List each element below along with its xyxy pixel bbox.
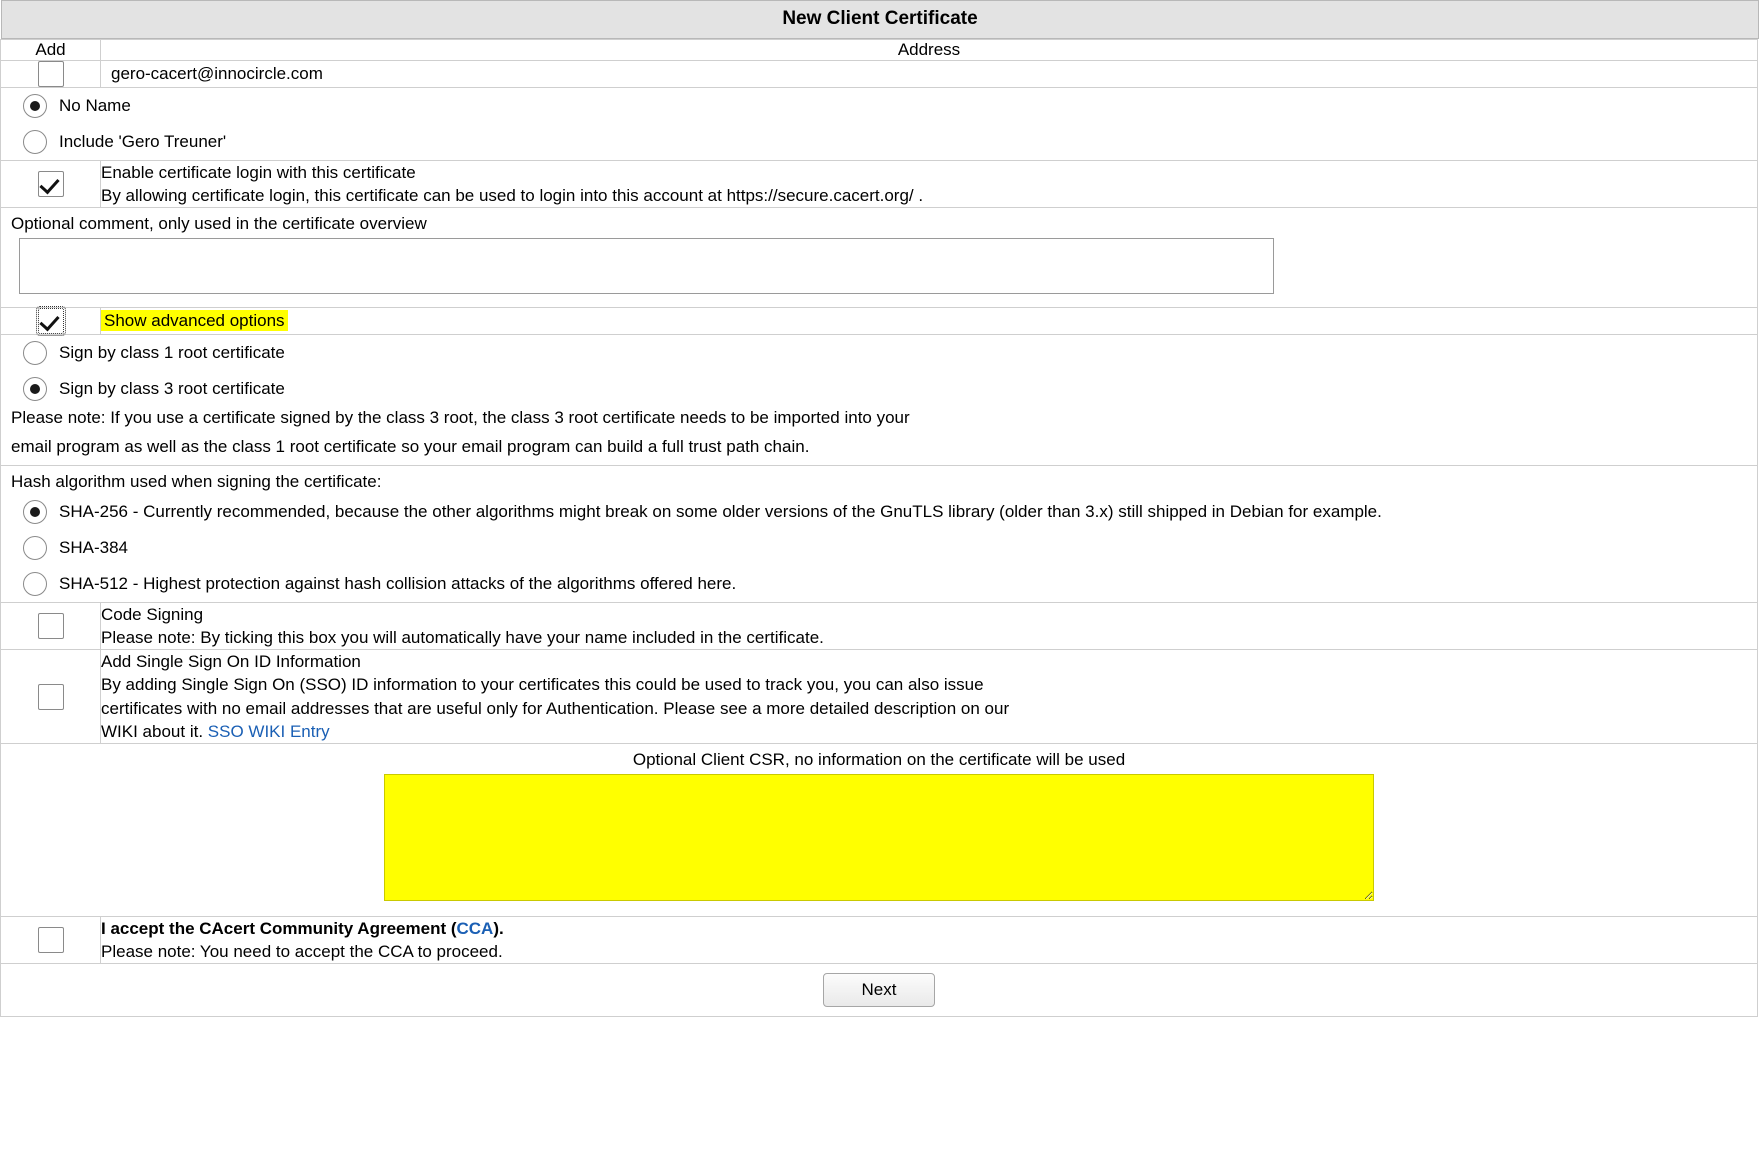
cert-login-row [1, 161, 1758, 208]
name-option-label: Include 'Gero Treuner' [59, 132, 227, 151]
show-advanced-checkbox[interactable] [38, 308, 64, 334]
comment-row [1, 208, 1758, 308]
address-value-cell [101, 61, 1758, 88]
footer-cell [1, 963, 1758, 1016]
sso-description-tail: WIKI about it. [101, 721, 204, 741]
column-header-add: Add [1, 40, 101, 61]
root-note-line-1: Please note: If you use a certificate signed by the class 3 root, the class 3 root certificate needs to be imported into your [11, 408, 910, 428]
sso-label: Add Single Sign On ID Information [101, 652, 361, 672]
column-header-address: Address [101, 40, 1758, 61]
hash-option-label: SHA-256 - Currently recommended, because the other algorithms might break on some older versions of the GnuTLS library (older than 3.x) still shipped in Debian for example. [59, 502, 1382, 522]
radio-sha512[interactable] [23, 572, 47, 596]
cca-link[interactable]: CCA [456, 918, 494, 938]
root-option-label: Sign by class 3 root certificate [59, 379, 285, 399]
comment-input[interactable] [19, 238, 1274, 294]
sso-description-line-1: By adding Single Sign On (SSO) ID information to your certificates this could be used to track you, you can also issue [101, 675, 984, 695]
hash-option-sha256[interactable] [1, 494, 1757, 530]
radio-class3-root[interactable] [23, 377, 47, 401]
advanced-check-cell [1, 308, 101, 335]
name-option-include-name[interactable] [1, 124, 1757, 160]
csr-cell [1, 743, 1758, 916]
code-signing-checkbox[interactable] [38, 613, 64, 639]
radio-no-name[interactable] [23, 94, 47, 118]
sso-checkbox[interactable] [38, 684, 64, 710]
hash-algorithm-cell [1, 466, 1758, 603]
cca-accept-checkbox[interactable] [38, 927, 64, 953]
cca-row [1, 916, 1758, 963]
radio-class1-root[interactable] [23, 341, 47, 365]
code-signing-label: Code Signing [101, 605, 204, 625]
root-note-line-2: email program as well as the class 1 root certificate so your email program can build a full trust path chain. [11, 437, 810, 457]
next-button-wrap [1, 964, 1757, 1016]
csr-row [1, 743, 1758, 916]
table-row [1, 61, 1758, 88]
radio-sha256[interactable] [23, 500, 47, 524]
page-title: New Client Certificate [1, 0, 1759, 39]
csr-input-wrap [1, 774, 1757, 916]
sso-description-line-2: certificates with no email addresses that are useful only for Authentication. Please see a more detailed description on our [101, 698, 1010, 718]
hash-algorithm-label: Hash algorithm used when signing the certificate: [11, 472, 382, 492]
name-option-label: No Name [59, 96, 131, 115]
root-options-cell [1, 335, 1758, 466]
root-option-label: Sign by class 1 root certificate [59, 343, 285, 363]
code-signing-row [1, 603, 1758, 650]
code-signing-description: Please note: By ticking this box you will automatically have your name included in the certificate. [101, 628, 824, 648]
code-signing-check-cell [1, 603, 101, 650]
advanced-options-row [1, 308, 1758, 335]
advanced-label-cell [101, 308, 1758, 335]
hash-option-label: SHA-384 [59, 538, 128, 558]
hash-option-sha384[interactable] [1, 530, 1757, 566]
sso-text-cell [101, 650, 1758, 743]
root-option-class1[interactable] [1, 335, 1757, 371]
root-option-class3[interactable] [1, 371, 1757, 407]
sso-row [1, 650, 1758, 743]
name-options-row [1, 88, 1758, 161]
sso-wiki-link[interactable]: SSO WIKI Entry [207, 721, 330, 741]
name-option-no-name[interactable] [1, 88, 1757, 124]
address-value: gero-cacert@innocircle.com [111, 64, 323, 83]
certificate-form [0, 39, 1758, 1017]
cca-check-cell [1, 916, 101, 963]
comment-label: Optional comment, only used in the certificate overview [11, 214, 427, 234]
address-table-header-row [1, 40, 1758, 61]
cca-label-post: ). [493, 918, 504, 938]
cert-login-check-cell [1, 161, 101, 208]
code-signing-text-cell [101, 603, 1758, 650]
hash-option-label: SHA-512 - Highest protection against hash collision attacks of the algorithms offered here. [59, 574, 737, 594]
csr-input[interactable] [384, 774, 1374, 901]
sso-description-line-3 [101, 720, 1757, 743]
cca-description: Please note: You need to accept the CCA to proceed. [101, 941, 503, 961]
hash-algorithm-row [1, 466, 1758, 603]
next-button[interactable]: Next [823, 973, 936, 1007]
radio-sha384[interactable] [23, 536, 47, 560]
address-add-checkbox[interactable] [38, 61, 64, 87]
address-add-cell [1, 61, 101, 88]
cert-login-checkbox[interactable] [38, 171, 64, 197]
cca-label [101, 917, 1757, 940]
comment-cell [1, 208, 1758, 308]
cca-label-pre: I accept the CAcert Community Agreement ( [101, 918, 457, 938]
cert-login-description: By allowing certificate login, this certificate can be used to login into this account at https://secure.cacert.org/ . [101, 186, 924, 206]
csr-label: Optional Client CSR, no information on the certificate will be used [632, 749, 1126, 769]
cert-login-label: Enable certificate login with this certificate [101, 163, 416, 182]
show-advanced-label: Show advanced options [101, 310, 288, 331]
radio-include-name[interactable] [23, 130, 47, 154]
hash-option-sha512[interactable] [1, 566, 1757, 602]
name-options-cell [1, 88, 1758, 161]
cert-login-text-cell [101, 161, 1758, 208]
sso-check-cell [1, 650, 101, 743]
root-options-row [1, 335, 1758, 466]
cca-text-cell [101, 916, 1758, 963]
footer-row [1, 963, 1758, 1016]
